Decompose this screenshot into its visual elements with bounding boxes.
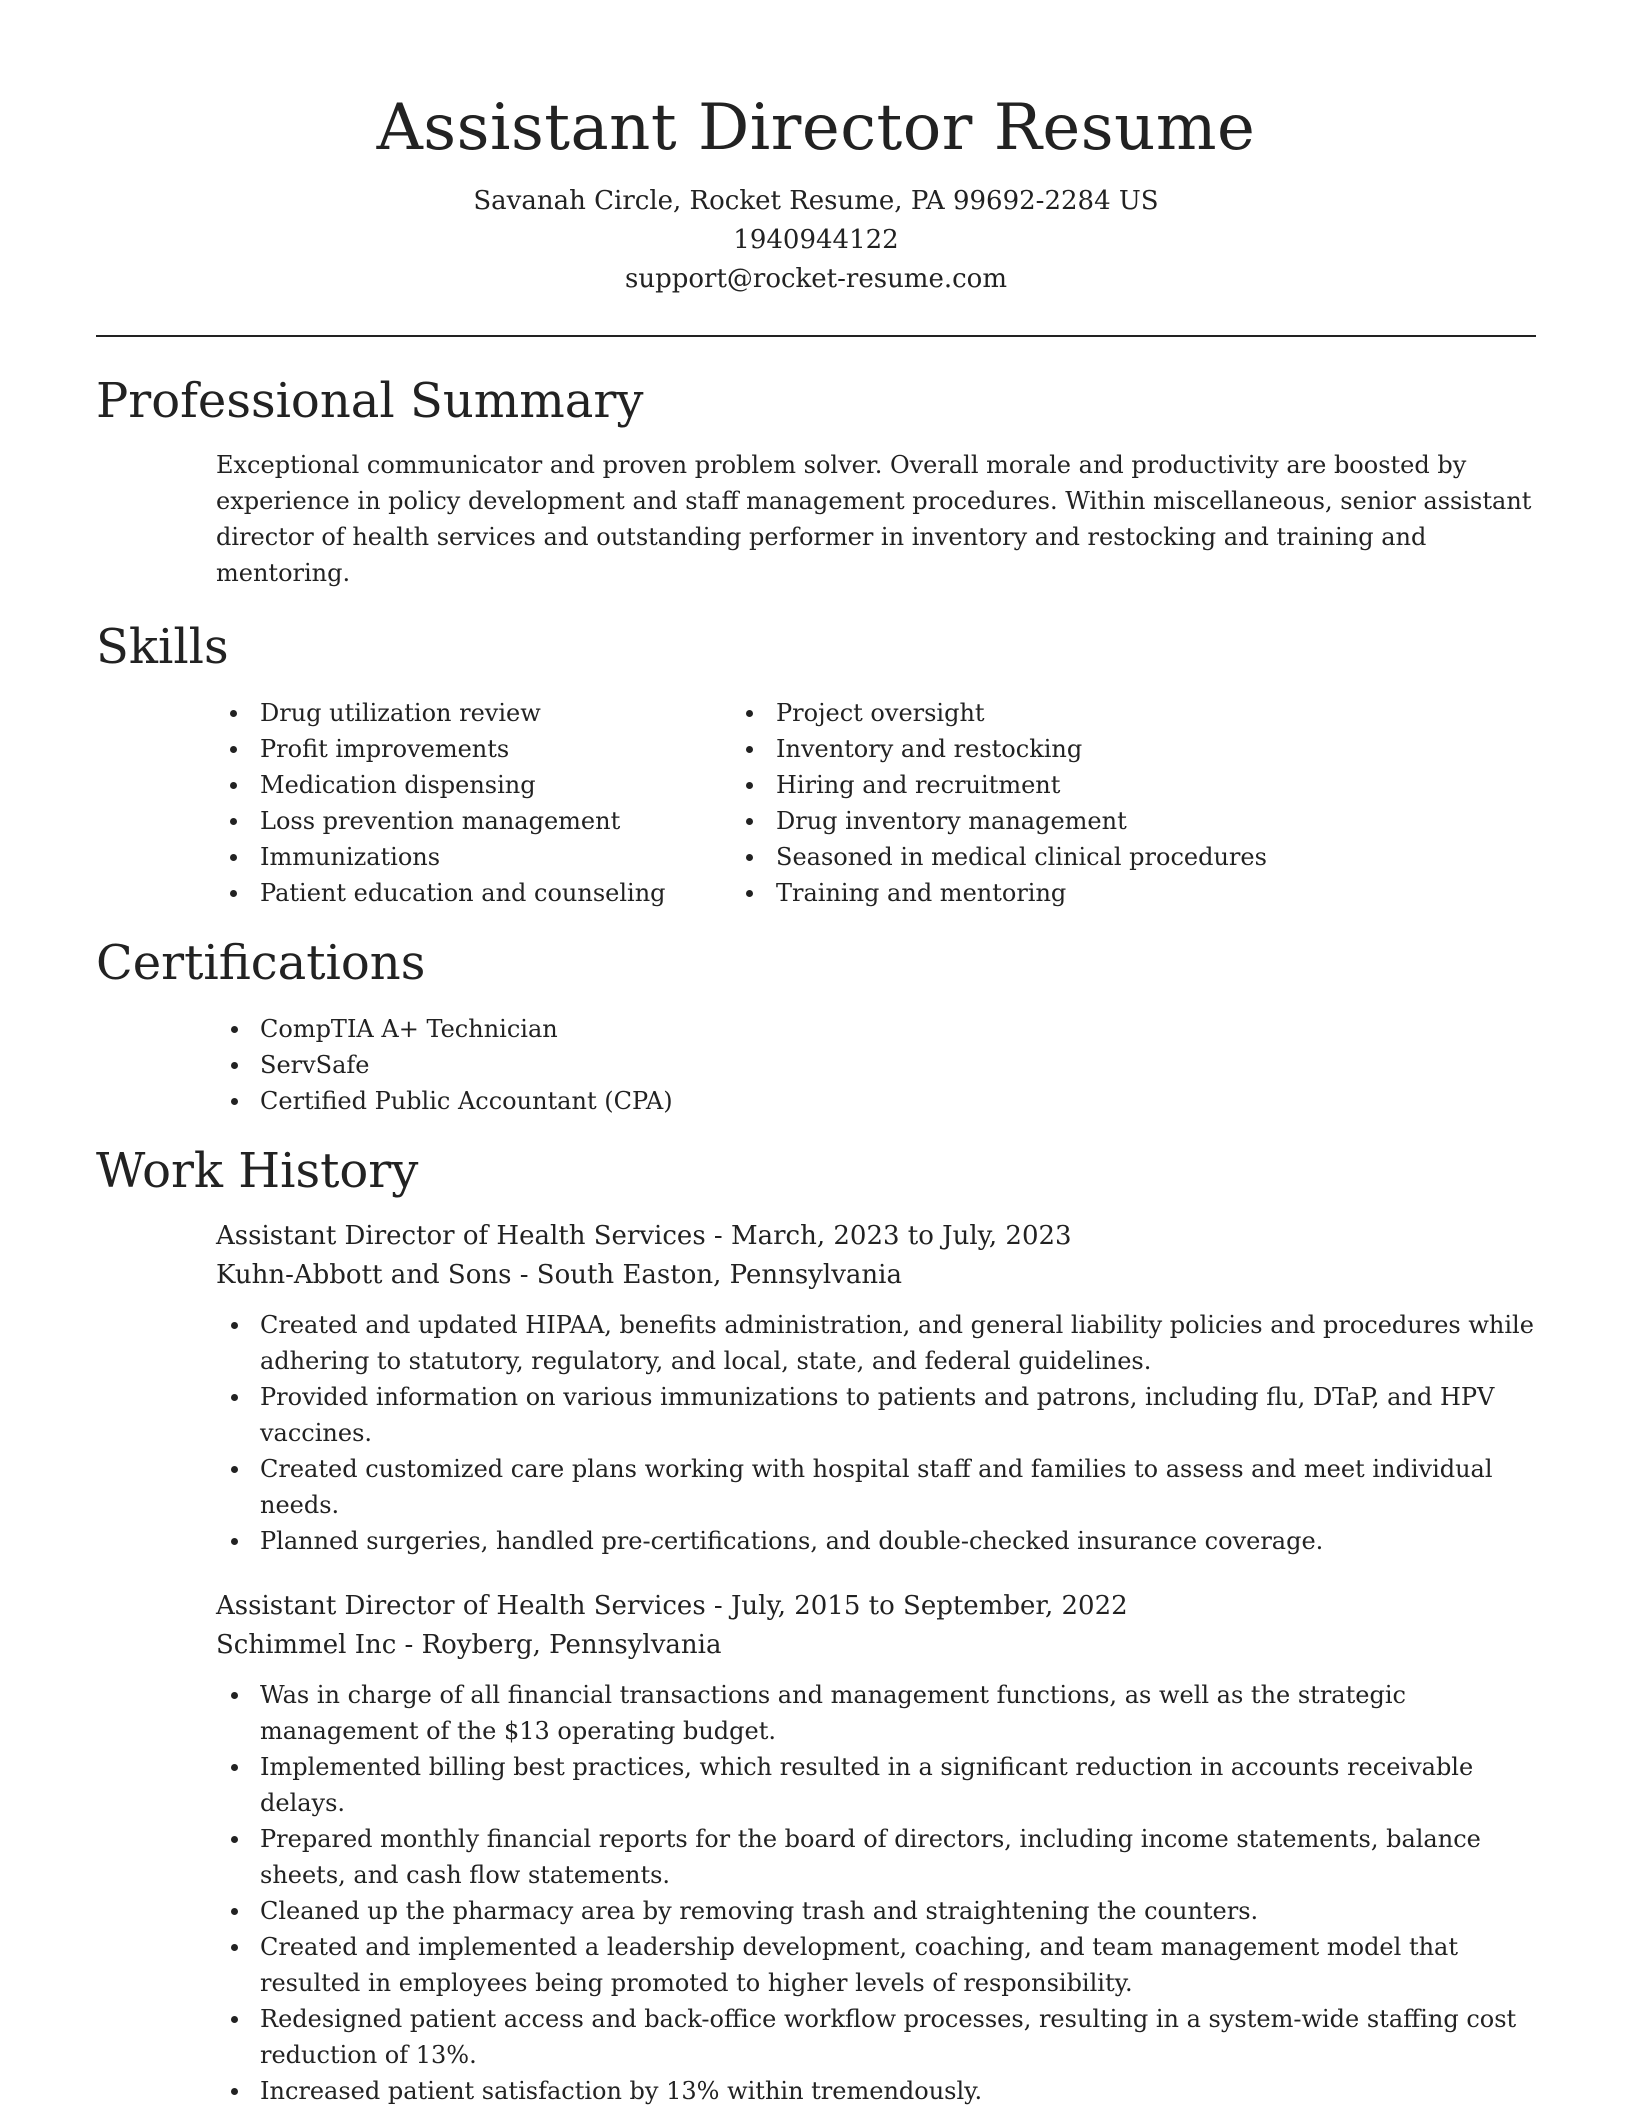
job-bullet: Prepared monthly financial reports for the board of directors, including income statements, balance sheets, and cash flow statements. — [96, 1821, 1536, 1893]
job-bullet: Redesigned patient access and back-office workflow processes, resulting in a system-wide staffing cost reduction of 13%. — [96, 2001, 1536, 2073]
summary-heading: Professional Summary — [96, 373, 644, 429]
skills-heading: Skills — [96, 619, 229, 675]
skill-item: Drug utilization review — [230, 695, 746, 731]
job-company: Kuhn-Abbott and Sons - South Easton, Pennsylvania — [216, 1260, 902, 1290]
job-bullet: Was in charge of all financial transactions and management functions, as well as the strategic management of the $13 operating budget. — [96, 1677, 1536, 1749]
work-history-section — [96, 1139, 1536, 2109]
header-divider — [96, 335, 1536, 337]
job-entry — [96, 1587, 1536, 2109]
summary-text: Exceptional communicator and proven problem solver. Overall morale and productivity are boosted by experience in policy development and staff management procedures. Within miscellaneous, senior assistant director of health services and outstanding performer in inventory and restocking and training and mentoring. — [216, 451, 1532, 587]
skill-item: Drug inventory management — [746, 803, 1396, 839]
skill-item: Loss prevention management — [230, 803, 746, 839]
certifications-heading: Certifications — [96, 935, 426, 991]
contact-address: Savanah Circle, Rocket Resume, PA 99692-2284 US — [473, 186, 1159, 216]
resume-header — [96, 0, 1536, 299]
job-bullet: Planned surgeries, handled pre-certifications, and double-checked insurance coverage. — [96, 1523, 1536, 1559]
job-bullets — [96, 1677, 1536, 2109]
job-position: Assistant Director of Health Services - July, 2015 to September, 2022 — [216, 1591, 1128, 1621]
job-bullets — [96, 1307, 1536, 1559]
skills-section — [96, 615, 1536, 911]
contact-phone: 1940944122 — [733, 225, 899, 255]
work-history-heading: Work History — [96, 1143, 419, 1199]
skill-item: Immunizations — [230, 839, 746, 875]
skills-right-list — [746, 695, 1396, 911]
skills-left-list — [96, 695, 746, 911]
job-company: Schimmel Inc - Royberg, Pennsylvania — [216, 1630, 722, 1660]
skill-item: Patient education and counseling — [230, 875, 746, 911]
job-bullet: Implemented billing best practices, which resulted in a significant reduction in accounts receivable delays. — [96, 1749, 1536, 1821]
job-bullet: Created and implemented a leadership development, coaching, and team management model that resulted in employees being promoted to higher levels of responsibility. — [96, 1929, 1536, 2001]
skill-item: Project oversight — [746, 695, 1396, 731]
resume-page — [96, 0, 1536, 2109]
skill-item: Medication dispensing — [230, 767, 746, 803]
certifications-section — [96, 931, 1536, 1119]
job-bullet: Cleaned up the pharmacy area by removing trash and straightening the counters. — [96, 1893, 1536, 1929]
page-title: Assistant Director Resume — [376, 91, 1256, 165]
job-bullet: Created customized care plans working with hospital staff and families to assess and meet individual needs. — [96, 1451, 1536, 1523]
job-position: Assistant Director of Health Services - March, 2023 to July, 2023 — [216, 1221, 1072, 1251]
skills-columns — [96, 695, 1536, 911]
job-bullet: Created and updated HIPAA, benefits administration, and general liability policies and procedures while adhering to statutory, regulatory, and local, state, and federal guidelines. — [96, 1307, 1536, 1379]
skill-item: Inventory and restocking — [746, 731, 1396, 767]
certification-item: CompTIA A+ Technician — [96, 1011, 1536, 1047]
certifications-list — [96, 1011, 1536, 1119]
summary-section — [96, 369, 1536, 591]
job-entry — [96, 1217, 1536, 1559]
certification-item: ServSafe — [96, 1047, 1536, 1083]
skill-item: Hiring and recruitment — [746, 767, 1396, 803]
skill-item: Training and mentoring — [746, 875, 1396, 911]
job-bullet: Increased patient satisfaction by 13% within tremendously. — [96, 2073, 1536, 2109]
skill-item: Seasoned in medical clinical procedures — [746, 839, 1396, 875]
job-bullet: Provided information on various immunizations to patients and patrons, including flu, DTaP, and HPV vaccines. — [96, 1379, 1536, 1451]
contact-email: support@rocket-resume.com — [624, 264, 1007, 294]
certification-item: Certified Public Accountant (CPA) — [96, 1083, 1536, 1119]
skill-item: Profit improvements — [230, 731, 746, 767]
